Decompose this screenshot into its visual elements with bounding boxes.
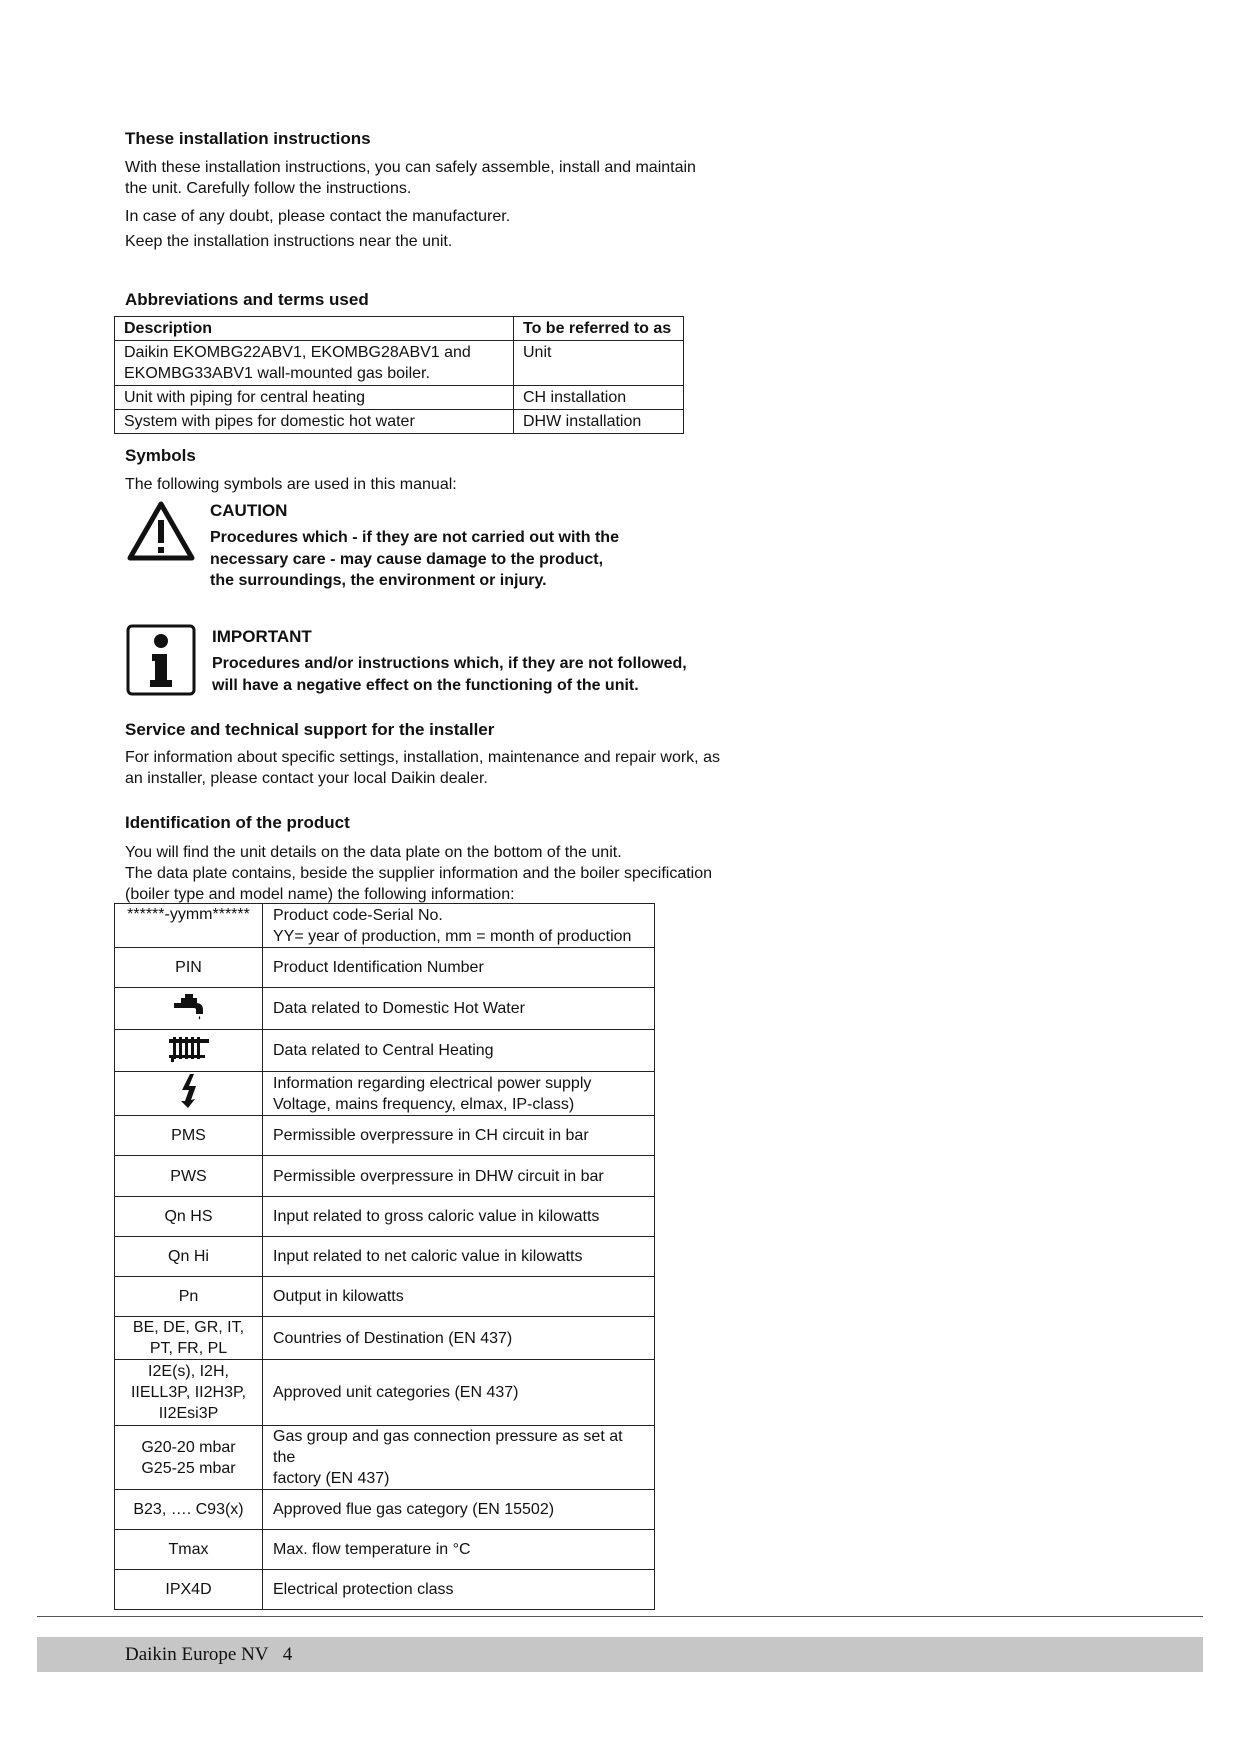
table-row bbox=[115, 341, 684, 386]
table-value-cell: Product Identification Number bbox=[263, 948, 655, 988]
table-value-cell: Data related to Central Heating bbox=[263, 1030, 655, 1072]
caution-title: CAUTION bbox=[210, 501, 288, 520]
table-key-cell: PMS bbox=[115, 1116, 263, 1156]
table-cell: Unit bbox=[514, 341, 684, 386]
table-value-cell: Max. flow temperature in °C bbox=[263, 1530, 655, 1570]
symbols-intro: The following symbols are used in this manual: bbox=[125, 476, 457, 493]
table-key-cell bbox=[115, 1072, 263, 1116]
table-cell: DHW installation bbox=[514, 410, 684, 434]
abbreviations-heading: Abbreviations and terms used bbox=[125, 290, 369, 309]
table-key-cell: I2E(s), I2H, IIELL3P, II2H3P, II2Esi3P bbox=[115, 1360, 263, 1426]
table-row bbox=[115, 1277, 655, 1317]
table-key-cell: Pn bbox=[115, 1277, 263, 1317]
table-row bbox=[115, 1030, 655, 1072]
table-key-cell: Qn HS bbox=[115, 1197, 263, 1237]
footer bbox=[125, 1644, 292, 1666]
intro-paragraph-3: Keep the installation instructions near the unit. bbox=[125, 233, 453, 250]
table-value-cell: Product code-Serial No. YY= year of production, mm = month of production bbox=[263, 904, 655, 948]
table-row bbox=[115, 1237, 655, 1277]
table-cell: CH installation bbox=[514, 386, 684, 410]
table-row bbox=[115, 988, 655, 1030]
identification-heading: Identification of the product bbox=[125, 813, 350, 832]
data-plate-table bbox=[114, 903, 655, 1610]
table-value-cell: Input related to net caloric value in kilowatts bbox=[263, 1237, 655, 1277]
table-cell: System with pipes for domestic hot water bbox=[115, 410, 514, 434]
table-cell: Daikin EKOMBG22ABV1, EKOMBG28ABV1 and EKOMBG33ABV1 wall-mounted gas boiler. bbox=[115, 341, 514, 386]
table-value-cell: Electrical protection class bbox=[263, 1570, 655, 1610]
table-key-cell: G20-20 mbar G25-25 mbar bbox=[115, 1426, 263, 1490]
important-title: IMPORTANT bbox=[212, 627, 312, 646]
symbols-heading: Symbols bbox=[125, 446, 196, 465]
table-value-cell: Countries of Destination (EN 437) bbox=[263, 1317, 655, 1360]
warning-triangle-icon bbox=[126, 500, 196, 562]
table-key-cell bbox=[115, 988, 263, 1030]
table-row bbox=[115, 1072, 655, 1116]
intro-paragraph-1: With these installation instructions, you can safely assemble, install and maintain the unit. Carefully follow the instructions. bbox=[125, 159, 696, 197]
table-cell: Unit with piping for central heating bbox=[115, 386, 514, 410]
table-value-cell: Permissible overpressure in DHW circuit in bar bbox=[263, 1156, 655, 1197]
table-row bbox=[115, 1570, 655, 1610]
abbreviations-table bbox=[114, 316, 684, 434]
table-row bbox=[115, 410, 684, 434]
table-row bbox=[115, 1116, 655, 1156]
lightning-icon bbox=[177, 1073, 201, 1109]
column-header-referred-as: To be referred to as bbox=[514, 317, 684, 341]
table-value-cell: Data related to Domestic Hot Water bbox=[263, 988, 655, 1030]
table-row bbox=[115, 1490, 655, 1530]
table-header-row bbox=[115, 317, 684, 341]
table-key-cell: Tmax bbox=[115, 1530, 263, 1570]
table-key-cell: ******-yymm****** bbox=[115, 904, 263, 948]
table-row bbox=[115, 1156, 655, 1197]
caution-text: Procedures which - if they are not carried out with the necessary care - may cause damage to the product, the surroundings, the environment or injury. bbox=[210, 529, 619, 589]
column-header-description: Description bbox=[115, 317, 514, 341]
table-key-cell: B23, …. C93(x) bbox=[115, 1490, 263, 1530]
table-key-cell: Qn Hi bbox=[115, 1237, 263, 1277]
radiator-icon bbox=[167, 1033, 211, 1063]
service-heading: Service and technical support for the installer bbox=[125, 720, 495, 739]
table-value-cell: Approved unit categories (EN 437) bbox=[263, 1360, 655, 1426]
table-row bbox=[115, 1197, 655, 1237]
table-row bbox=[115, 904, 655, 948]
info-icon bbox=[126, 624, 196, 696]
table-key-cell: IPX4D bbox=[115, 1570, 263, 1610]
intro-heading: These installation instructions bbox=[125, 129, 371, 148]
table-value-cell: Input related to gross caloric value in kilowatts bbox=[263, 1197, 655, 1237]
table-key-cell: BE, DE, GR, IT, PT, FR, PL bbox=[115, 1317, 263, 1360]
table-row bbox=[115, 1317, 655, 1360]
table-value-cell: Output in kilowatts bbox=[263, 1277, 655, 1317]
intro-paragraph-2: In case of any doubt, please contact the manufacturer. bbox=[125, 208, 511, 225]
page-number: 4 bbox=[282, 1644, 293, 1665]
table-key-cell: PWS bbox=[115, 1156, 263, 1197]
table-row bbox=[115, 1426, 655, 1490]
table-row bbox=[115, 1530, 655, 1570]
table-value-cell: Permissible overpressure in CH circuit in bar bbox=[263, 1116, 655, 1156]
table-row bbox=[115, 1360, 655, 1426]
table-value-cell: Gas group and gas connection pressure as set at the factory (EN 437) bbox=[263, 1426, 655, 1490]
table-row bbox=[115, 948, 655, 988]
tap-icon bbox=[172, 992, 206, 1020]
footer-divider bbox=[37, 1616, 1203, 1617]
table-value-cell: Information regarding electrical power supply Voltage, mains frequency, elmax, IP-class) bbox=[263, 1072, 655, 1116]
table-key-cell: PIN bbox=[115, 948, 263, 988]
table-row bbox=[115, 386, 684, 410]
important-text: Procedures and/or instructions which, if they are not followed, will have a negative effect on the functioning of the unit. bbox=[212, 655, 687, 694]
identification-line-1: You will find the unit details on the data plate on the bottom of the unit. bbox=[125, 844, 622, 861]
identification-line-2: The data plate contains, beside the supplier information and the boiler specification (boiler type and model name) the following information: bbox=[125, 865, 713, 903]
table-key-cell bbox=[115, 1030, 263, 1072]
table-value-cell: Approved flue gas category (EN 15502) bbox=[263, 1490, 655, 1530]
footer-company: Daikin Europe NV bbox=[125, 1644, 269, 1665]
service-text: For information about specific settings, installation, maintenance and repair work, as an installer, please contact your local Daikin dealer. bbox=[125, 749, 720, 787]
